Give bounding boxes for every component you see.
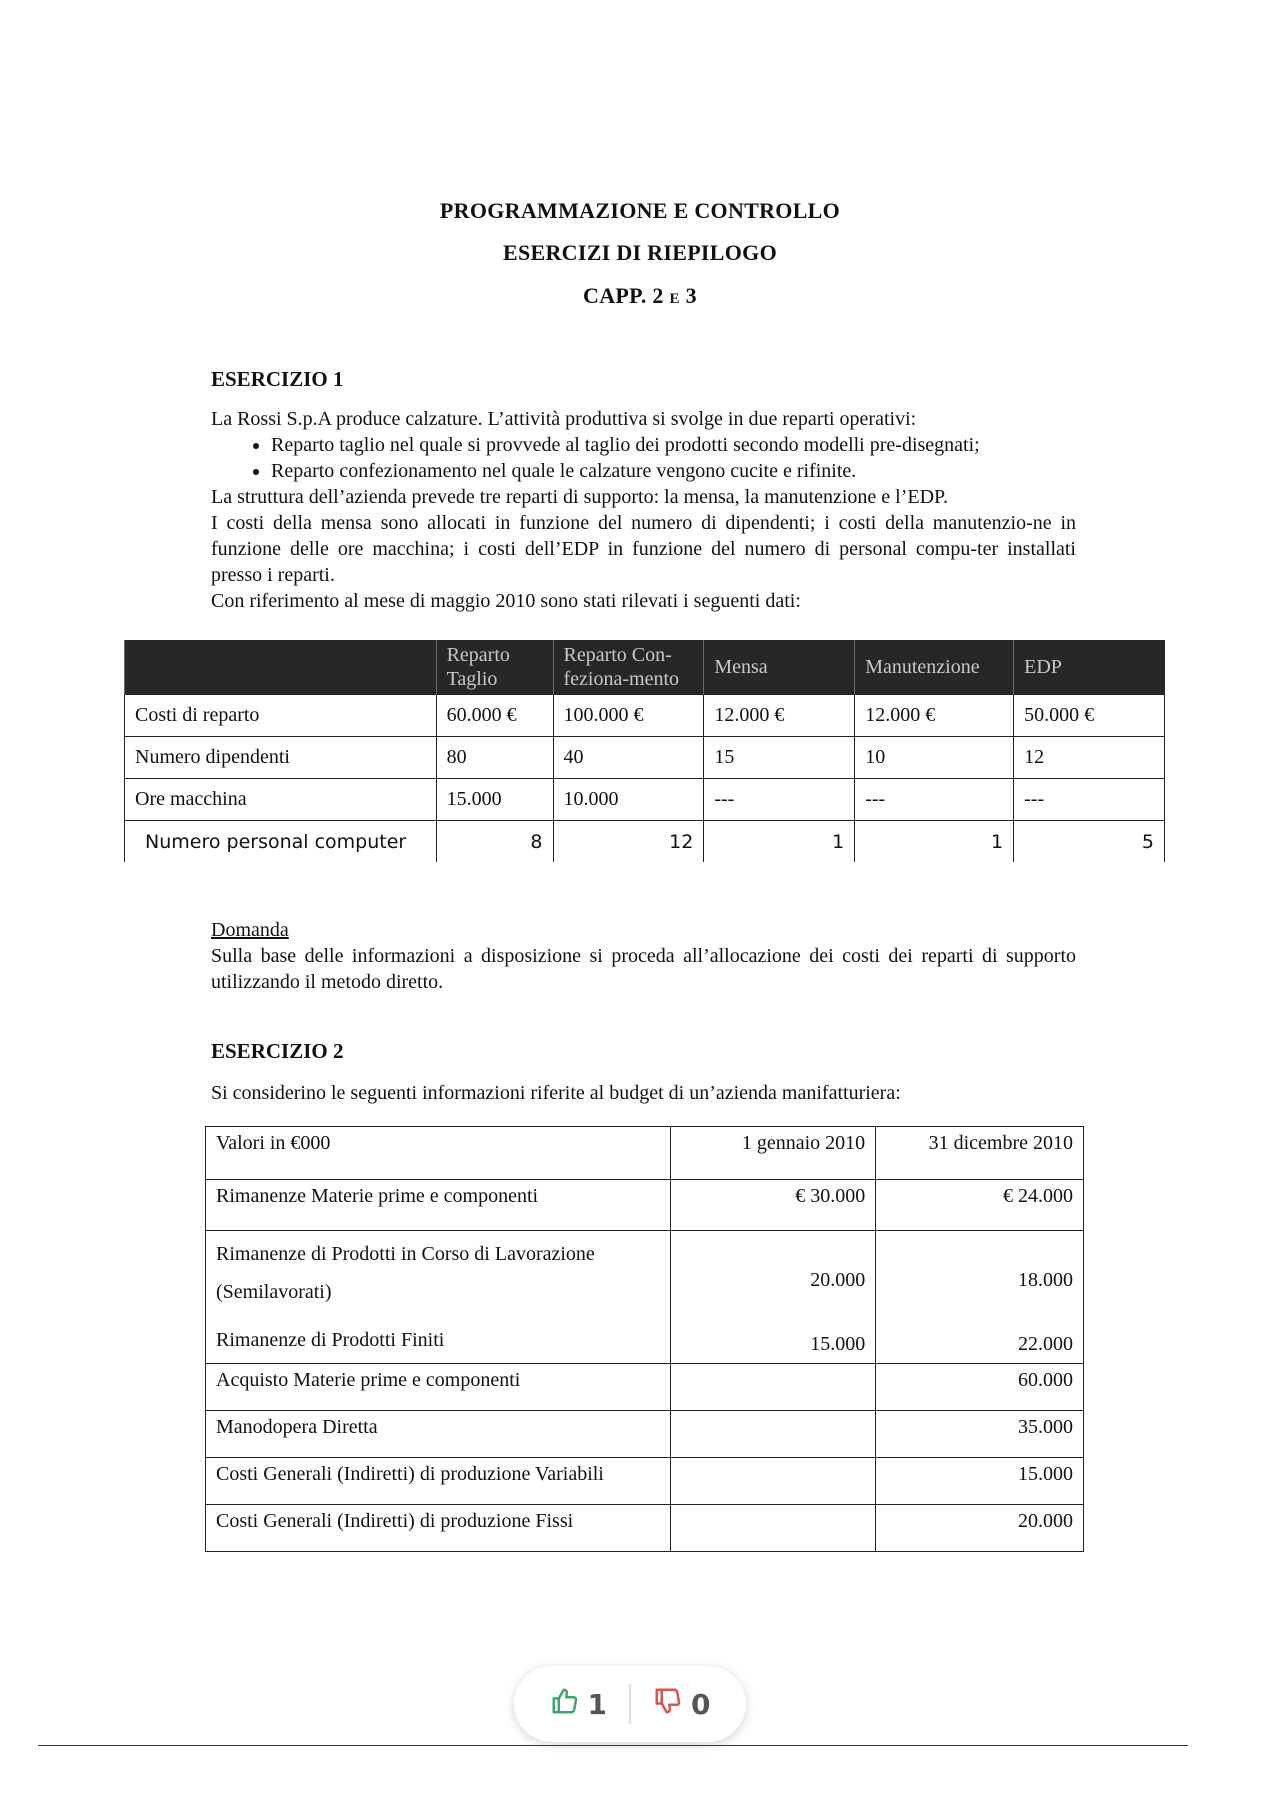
table-cell-line: 20.000 <box>810 1269 866 1291</box>
table-cell-line: 18.000 <box>1018 1269 1073 1291</box>
departments-cost-table <box>124 640 1165 862</box>
table-cell: --- <box>1014 779 1165 821</box>
table-cell-line: Rimanenze di Prodotti Finiti <box>216 1329 445 1351</box>
table-cell: 60.000 € <box>436 695 553 737</box>
table-cell: 1 <box>855 821 1014 863</box>
table-header-cell: Manutenzione <box>855 640 1014 695</box>
like-count: 1 <box>587 1687 607 1721</box>
list-item: • Reparto confezionamento nel quale le calzature vengono cucite e rifinite. <box>271 458 1076 484</box>
doc-title: PROGRAMMAZIONE E CONTROLLO <box>439 198 841 223</box>
exercise-2-intro: Si considerino le seguenti informazioni riferite al budget di un’azienda manifatturiera: <box>211 1082 901 1104</box>
question-text: Sulla base delle informazioni a disposizione si proceda all’allocazione dei costi dei reparti di supporto utilizzando il metodo diretto. <box>211 945 1076 993</box>
table-cell: Costi Generali (Indiretti) di produzione Fissi <box>206 1505 671 1552</box>
table-cell <box>671 1458 876 1505</box>
table-row <box>125 737 1165 779</box>
table-header-cell: Reparto Taglio <box>436 640 553 695</box>
table-cell: 5 <box>1014 821 1165 863</box>
table-header-cell: 31 dicembre 2010 <box>876 1127 1084 1180</box>
table-cell <box>876 1231 1084 1364</box>
table-cell: 60.000 <box>876 1364 1084 1411</box>
allocation-criteria-text: I costi della mensa sono allocati in funzione del numero di dipendenti; i costi della manutenzio-ne in funzione delle ore macchina; i costi dell’EDP in funzione del numero di personal compu-ter installati presso i reparti. <box>211 512 1076 586</box>
dislike-button[interactable] <box>653 1686 710 1723</box>
table-cell: 1 <box>704 821 855 863</box>
table-cell: € 24.000 <box>876 1180 1084 1231</box>
doc-chapters: CAPP. 2 E 3 <box>583 283 697 308</box>
table-cell: 20.000 <box>876 1505 1084 1552</box>
table-cell <box>206 1231 671 1364</box>
table-cell: Rimanenze Materie prime e componenti <box>206 1180 671 1231</box>
table-cell: 15 <box>704 737 855 779</box>
list-item: • Reparto taglio nel quale si provvede al taglio dei prodotti secondo modelli pre-disegnati; <box>271 432 1076 458</box>
table-cell: Costi di reparto <box>125 695 437 737</box>
table-cell: 10.000 <box>553 779 704 821</box>
table-header-cell <box>125 640 437 695</box>
table-cell <box>671 1505 876 1552</box>
table-cell: --- <box>704 779 855 821</box>
department-list <box>211 432 1076 484</box>
table-cell: € 30.000 <box>671 1180 876 1231</box>
table-header-cell: Reparto Con-feziona-mento <box>553 640 704 695</box>
exercise-1-text <box>211 406 1076 614</box>
exercise-1-question <box>211 917 1076 995</box>
table-row <box>125 695 1165 737</box>
budget-table <box>205 1126 1084 1552</box>
table-header-cell: Mensa <box>704 640 855 695</box>
table-cell: 100.000 € <box>553 695 704 737</box>
table-header-row <box>125 640 1165 695</box>
table-cell <box>671 1231 876 1364</box>
table-cell-line: 22.000 <box>1018 1333 1073 1355</box>
table-cell: 12 <box>553 821 704 863</box>
table-cell: Numero personal computer <box>125 821 437 863</box>
table-row-group <box>206 1231 1084 1364</box>
table-cell: 35.000 <box>876 1411 1084 1458</box>
table-cell <box>671 1364 876 1411</box>
exercise-1-intro: La Rossi S.p.A produce calzature. L’attività produttiva si svolge in due reparti operativi: <box>211 408 917 430</box>
table-row <box>125 779 1165 821</box>
data-reference-text: Con riferimento al mese di maggio 2010 sono stati rilevati i seguenti dati: <box>211 590 801 612</box>
table-cell <box>671 1411 876 1458</box>
table-cell-line: 15.000 <box>810 1333 866 1355</box>
rating-widget <box>514 1666 746 1742</box>
table-cell: 12.000 € <box>855 695 1014 737</box>
table-cell: 15.000 <box>876 1458 1084 1505</box>
table-row <box>125 821 1165 863</box>
table-cell: Costi Generali (Indiretti) di produzione Variabili <box>206 1458 671 1505</box>
table-cell: Acquisto Materie prime e componenti <box>206 1364 671 1411</box>
table-header-row <box>206 1127 1084 1180</box>
like-button[interactable] <box>550 1686 607 1723</box>
table-row <box>206 1505 1084 1552</box>
table-row <box>206 1458 1084 1505</box>
table-row <box>206 1364 1084 1411</box>
thumbs-down-icon <box>653 1686 683 1723</box>
table-cell: 80 <box>436 737 553 779</box>
table-cell: --- <box>855 779 1014 821</box>
doc-subtitle: ESERCIZI DI RIEPILOGO <box>502 240 778 265</box>
thumbs-up-icon <box>550 1686 580 1723</box>
table-header-cell: Valori in €000 <box>206 1127 671 1180</box>
table-cell: 12 <box>1014 737 1165 779</box>
table-cell: 10 <box>855 737 1014 779</box>
table-cell: Manodopera Diretta <box>206 1411 671 1458</box>
table-cell-line: Rimanenze di Prodotti in Corso di Lavorazione (Semilavorati) <box>216 1243 595 1303</box>
table-cell: 12.000 € <box>704 695 855 737</box>
table-cell: Numero dipendenti <box>125 737 437 779</box>
question-label: Domanda <box>211 919 289 941</box>
table-header-cell: EDP <box>1014 640 1165 695</box>
rating-divider <box>629 1684 631 1724</box>
table-cell: 40 <box>553 737 704 779</box>
exercise-2-heading: ESERCIZIO 2 <box>211 1039 344 1063</box>
dislike-count: 0 <box>691 1687 711 1721</box>
table-cell: 8 <box>436 821 553 863</box>
table-header-cell: 1 gennaio 2010 <box>671 1127 876 1180</box>
exercise-1-heading: ESERCIZIO 1 <box>211 367 344 391</box>
table-cell: Ore macchina <box>125 779 437 821</box>
table-row <box>206 1180 1084 1231</box>
table-cell: 50.000 € <box>1014 695 1165 737</box>
page-divider <box>38 1745 1188 1746</box>
table-row <box>206 1411 1084 1458</box>
support-departments-text: La struttura dell’azienda prevede tre reparti di supporto: la mensa, la manutenzione e l’EDP. <box>211 486 948 508</box>
table-cell: 15.000 <box>436 779 553 821</box>
